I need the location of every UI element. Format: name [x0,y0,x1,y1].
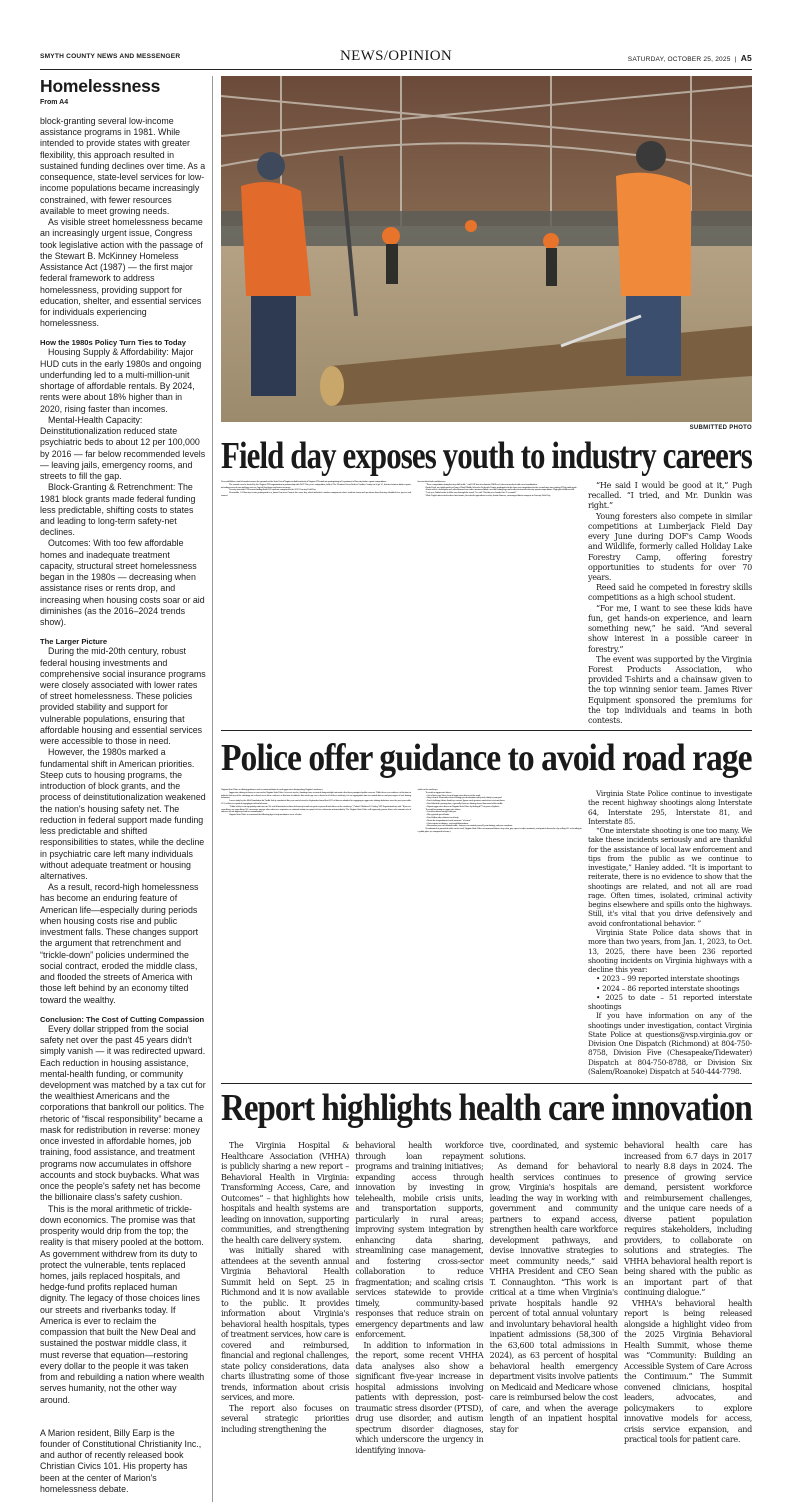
police-headline: Police offer guidance to avoid road rage [221,737,752,779]
police-story [221,789,752,1076]
section-rule [221,1083,752,1084]
section-name: NEWS/OPINION [340,48,452,64]
field-day-photo [221,76,752,422]
paragraph: “He said I would be good at it,” Pugh recalled. “I tried, and Mr. Dunkin was right.” [588,481,752,511]
health-headline: Report highlights health care innovation [221,1087,752,1129]
date-text: SATURDAY, OCTOBER 25, 2025 [627,56,731,63]
paragraph: “Last year I didn't make it all the way through the wood,” he said. “But this year I made it in 35 seconds!” [425,491,517,495]
homelessness-column [40,76,206,1495]
subhead: How the 1980s Policy Turn Ties to Today [40,338,187,348]
paragraph: “Public safety is our top priority and concern. We ask all motorists to drive defensively in order to protect yourself and others on the roadways,” Colonel Matthew D. Hanley, VSP Superintendent, said. “If you see something, say something. We encourage anyone who witnesses suspicious or criminal activity to report it to law enforcement immediately. The Virginia State Police will vigorously pursue those who commit acts of violence on our highways and our communities.” [221,804,411,814]
paragraph: • Let other drivers merge with you. [425,810,457,814]
paragraph: This is the moral arithmetic of trickle-down economics. The promise was that prosperity would drip from the top; the reality is that misery pooled at the bottom. As government withdrew from its duty to protect the vulnerable, tents replaced homes, jails replaced hospitals, and hedge-fund profits replaced human dignity. The legacy of those choices lines our streets and riverbanks today. If America is ever to reclaim the compassion that built the New Deal and sustained the postwar middle class, it must reverse that equation—restoring every dollar to the people it was taken from and rebuilding a nation where wealth serves humanity, not the other way around. [40,1203,205,1405]
paragraph: Block-Granting & Retrenchment: The 1981 block grants made federal funding less predictable, shifting costs to states and leading to long-term safety-net declines. [40,482,196,538]
story-column [221,789,411,1076]
paragraph: “One interstate shooting is one too many. We take these incidents seriously and are thankful for the assistance of local law enforcement and tips from the public as we continue to investigate,” Hanley added. “It is important to reiterate, there is no evidence to show that the shootings are related, and not all are road rage. Often times, isolated, criminal activity begins elsewhere and spills onto the highways. Still, it's vital that you drive defensively and avoid confrontational behavior. ” [588,826,752,928]
paragraph: Young foresters also compete in similar competitions at Lumberjack Field Day every June during DOF's Camp Woods and Wildlife, formerly called Holiday Lake Forestry Camp, offering forestry opportunities to students for over 70 years. [588,511,752,582]
author-bio: A Marion resident, Billy Earp is the founder of Constitutional Christianity Inc., and author of recently released book Christian Civics 101. His property has been at the center of Marion's homelessness debate. [40,1427,202,1494]
story-column [221,1140,349,1455]
paragraph: • Don't block the passing lane, especially if you are driving slower than most of the traffic. [425,801,503,805]
paragraph: To avoid an aggressive driver: [425,790,452,794]
paragraph: • Get of their way. Steer clear of aggressive drivers on the road. [425,793,481,797]
paragraph: • Concentrate on driving – and avoid distractions. [425,821,469,825]
paragraph: As visible street homelessness became an increasingly urgent issue, Congress took legislative action with the passage of the Stewart B. McKinney Homeless Assistance Act (1987) — the first major federal framework to address homelessness, providing support for education, shelter, and essential services for individuals experiencing homelessness. [40,217,203,329]
paragraph: The annual event is hosted by the Virginia FFA organization in partnership with DOF. This year's competition, held at The Meadow Event Park in Caroline County on Sept. 30, featured various timber sports, including crosscut saw and bow saw use, log roll, log throw and water accuracy. [221,482,411,489]
paragraph: Housing Supply & Affordability: Major HUD cuts in the early 1980s and ongoing underfunding led to a multi-million-unit shortage of affordable rentals. By 2024, rents were about 18% higher than in 2020, rising faster than incomes. [40,347,202,414]
paragraph: If you have information on any of the shootings under investigation, contact Virginia State Police at questions@vsp.virginia.gov or Division One Dispatch (Richmond) at 804-750-8758, Division Five (Chesapeake/Tidewater) Dispatch at 804-750-8788, or Division Six (Salem/Roanoke) Dispatch at 540-444-7798. [588,1011,752,1076]
paragraph: • Don't follow other drivers too closely. [425,815,459,819]
column-title: Homelessness [40,76,161,96]
story-column [490,1140,618,1455]
paragraph: “These competitions bring forestry skills to life,” said DOF forest technician Will Reed, who was involved with event coordination. [425,482,538,486]
jump-line: From A4 [40,99,69,106]
paragraph: A new study by the AAA Foundation for Traffic Safety conducted this year and released in September found that 96% of drivers admitted to engaging in aggressive driving behaviors over the past year while 11% of drivers reported engaging in violent behavior. [221,799,411,805]
paragraph: Outcomes: With too few affordable homes and inadequate treatment capacity, structural street homelessness began in the 1980s — decreasing when assistance rises or rents drop, and increasing when housing costs soar or aid diminishes (as the 2016–2024 trends show). [40,538,205,628]
subhead: Conclusion: The Cost of Cutting Compassion [40,1014,205,1024]
paragraph: The Virginia Hospital & Healthcare Association (VHHA) is publicly sharing a new report – Behavioral Health in Virginia: Transforming Access, Care, and Outcomes” – that highlights how hospitals and health systems are leading on innovation, supporting communities, and strengthening the health care delivery system. [221,1140,349,1245]
paragraph: • Obey posted speed limits. [425,813,450,817]
paragraph: Aggressive driving is always a concern for Virginia State Police. In recent weeks, shootings have occurred along multiple interstates that have prompted public concern. While there is no evidence at this time to indicate that any of the shootings are related, nor is there evidence at this time to indicate that road rage was a factor in all of these incidents, it is an appropriate time to remind drivers and passengers of safe driving behaviors. [221,790,411,800]
column-divider [212,76,213,1502]
paragraph: was initially shared with attendees at the seventh annual Virginia Behavioral Health Summit held on Sept. 25 in Richmond and it is now available to the public. It provides information about Virginia's behavioral health hospitals, types of treatment services, how care is covered and reimbursed, financial and regional challenges, state policy considerations, data charts illustrating some of those trends, information about crisis services, and more. [221,1245,349,1402]
paragraph: Virginia State Police recommend the following tips to help maintain a sense of calm [229,813,302,817]
paragraph: • Stay relaxed. Remember that reaching your destination safely and calmly is your goal. [425,796,502,800]
paragraph: block-granting several low-income assistance programs in 1981. While intended to provide states with greater flexibility, this approach resulted in sustained funding declines over time. As a consequence, state-level services for low-income populations became increasingly constrained, with fewer resources available to meet growing needs. [40,116,206,216]
issue-date: SATURDAY, OCTOBER 25, 2025 | A5 [627,53,752,63]
paragraph: In addition to information in the report, some recent VHHA data analyses also show a significant five-year increase in hospital admissions involving patients with depression, post-traumatic stress disorder (PTSD), drug use disorder, and autism spectrum disorder diagnoses, which underscore the urgency in identifying innova- [355,1339,484,1455]
paragraph: During the mid-20th century, robust federal housing investments and comprehensive social insurance programs were closely associated with lower rates of street homelessness. These policies provided stability and support for vulnerable populations, ensuring that affordable housing and essential services were accessible to those in need. [40,646,206,747]
paragraph: while on the roadways: [417,788,438,791]
paragraph: forest-related tools and diseases. [417,480,446,483]
story-column [588,789,752,1076]
story-column [418,789,582,1076]
story-column [418,481,582,726]
photo-illustration [221,76,752,422]
paragraph: Virginia State Police continue to investigate the recent highway shootings along Interstate 64, Interstate 295, Interstate 81, and Interstate 85. [588,789,752,826]
paragraph: • 2024 – 86 reported interstate shootings [596,983,740,993]
paragraph: “For me, I want to see these kids have fun, get hands-on experience, and learn something new,” he said. “And several show interest in a possible career in forestry.” [588,603,752,654]
story-column [355,1140,483,1455]
paragraph: • 2025 to date – 51 reported interstate shootings [588,992,752,1012]
field-day-headline: Field day exposes youth to industry careers [221,435,752,477]
paragraph: The report also focuses on several strategic priorities including strengthening the [221,1402,349,1434]
paragraph: However, the 1980s marked a fundamental shift in American priorities. Steep cuts to housing programs, the introduction of block grants, and the process of deinstitutionalization weakened the nation's housing safety net. The reduction in federal support made funding less predictable and shifted responsibilities to states, while the decline in psychiatric care left many individuals without adequate treatment or housing alternatives. [40,747,206,881]
paragraph: Mental-Health Capacity: Deinstitutionalization reduced state psychiatric beds to about 12 per 100,000 by 2016 — far below recommended levels — leaving jails, emergency rooms, and streets to fill the gap. [40,414,206,482]
paragraph: While Pugh is interested in diesel mechanics, his school's agriculture teacher, Austin Duncan, encouraged him to compete in Forestry Field Day. [425,493,551,497]
paragraph: • 2023 – 99 reported interstate shootings [596,974,740,984]
paragraph: • Remember you can't control traffic – but you can control yourself, your driving, and your emotions. [425,824,513,828]
field-day-story [221,481,752,726]
paragraph: Seventy statewide FFA teams totaling about 280 students competed in the 2025 Forestry Field Day. [229,488,316,492]
paragraph: VHHA's behavioral health report is being released alongside a highlight video from the 2025 Virginia Behavioral Health Summit, whose theme was “Community: Building an Accessible System of Care Across the Continuum.” The Summit convened clinicians, hospital leaders, advocates, and policymakers to explore innovative models for access, crisis service expansion, and practical tools for patient care. [623,1297,752,1444]
paragraph: The event was supported by the Virginia Forest Products Association, who provided T-shirts and a chainsaw given to the top winning senior team. James River Equipment sponsored the premiums for the top individuals and teams in both contests. [588,654,752,726]
story-column [588,481,752,726]
story-column [624,1140,752,1455]
paragraph: • Report aggressive drivers to Virginia State Police by dialing #77 on your cell phone. [425,804,500,808]
subhead: The Larger Picture [40,637,108,647]
paragraph: As a result, record-high homelessness has become an enduring feature of American life—especially during periods when housing costs rise and public investment falls. These changes support the argument that retrenchment and “trickle-down” policies undermined the social contract, eroded the middle class, and flooded the streets of America with those left behind by an economy tilted toward the wealthy. [40,882,199,1005]
paragraph: Meanwhile, 4-H forestry teams participated in a Junior Foresters Contest the same day, which included a written component where students answered questions about forestry, identified tree species and named [221,491,411,497]
paragraph: • Resist the temptation to teach someone “a lesson.” [425,818,472,822]
paragraph: If confronted or provoked while on the road, Virginia State Police recommend drivers stay calm, give space to other motorists, and protect themselves by calling 911 or heading to a public place (as compared to home). [417,827,582,833]
section-rule [221,730,752,731]
health-story [221,1140,752,1455]
photo-credit: SUBMITTED PHOTO [689,425,752,431]
paragraph: behavioral health workforce through loan repayment programs and training initiatives; expanding access through innovation by investing in telehealth, mobile crisis units, and transportation supports, particularly in rural areas; improving system integration by enhancing data sharing, streamlining case management, and fostering cross-sector collaboration to reduce fragmentation; and scaling crisis services statewide to provide timely, community-based responses that reduce strain on emergency departments and law enforcement. [355,1140,484,1339]
paper-name: SMYTH COUNTY NEWS AND MESSENGER [40,53,181,60]
paragraph: Reed said he competed in forestry skills competitions as a high school student. [588,583,752,603]
paragraph: You could follow a trail of sawdust across the grounds at the State Fair of Virginia to find hundreds of Virginia FFA students participating in Department of Forestry timber sports competitions. [221,480,387,483]
page-number: A5 [740,53,752,63]
paragraph: • Don't challenge them. Avoid eye contact. Ignore rude gestures and refuse to return them. [425,799,505,803]
header-rule [40,69,752,70]
paragraph: behavioral health care has increased from 6.7 days in 2017 to nearly 8.8 days in 2024. The presence of growing service demand, persistent workforce and reimbursement challenges, and the unique care needs of a diverse patient population requires stakeholders, including providers, to collaborate on solutions and strategies. The VHHA behavioral health report is being shared with the public as an important part of that continuing dialogue.” [623,1140,752,1297]
paragraph: Virginia State Police data shows that in more than two years, from Jan. 1, 2023, to Oct. 13, 2025, there have been 236 reported shooting incidents on Virginia highways with a decline this year: [588,927,752,975]
paragraph: A bow saw is a hand-powered, metal-framed saw with a tensioned blade used for cutting logs and is often featured in forestry sports competitions. Pugh placed fifth overall. [425,488,575,492]
paragraph: Virginia State Police is offering guidance and recommendations to curb aggressive driving along Virginia's roadways. [221,788,323,791]
paragraph: Every dollar stripped from the social safety net over the past 45 years didn't simply vanish — it was redirected upward. Each reduction in housing assistance, mental-health funding, or community development was matched by a tax cut for the wealthiest Americans and the corporations that bankroll our politics. The rhetoric of “fiscal responsibility” became a mask for redistribution in reverse: money once invested in affordable homes, job training, food assistance, and treatment programs now accumulates in offshore accounts and stock buybacks. What was once the people's safety net has become the billionaire class's safety cushion. [40,1023,206,1203]
paragraph: As demand for behavioral health services continues to grow, Virginia's hospitals are leading the way in working with government and community partners to expand access, strengthen health care workforce development pathways, and devise innovative strategies to meet community needs,” said VHHA President and CEO Sean T. Connaughton. “This work is critical at a time when Virginia's private hospitals handle 92 percent of total annual voluntary and involuntary behavioral health inpatient admissions (58,300 of the 63,600 total admissions in 2024), as 63 percent of hospital behavioral health emergency department visits involve patients on Medicaid and Medicare whose care is reimbursed below the cost of care, and when the average length of an inpatient hospital stay for [489,1161,618,1434]
story-column [221,481,411,726]
paragraph: To avoid becoming an aggressive driver: [425,807,461,811]
page-header [40,48,752,68]
paragraph: tive, coordinated, and systemic solutions. [489,1140,618,1161]
paragraph: Brody Pugh, an eighth grader at James Wood Middle School in Frederick County, participated in the bow saw competition for the second time since joining FFA in sixth grade. [425,485,578,489]
